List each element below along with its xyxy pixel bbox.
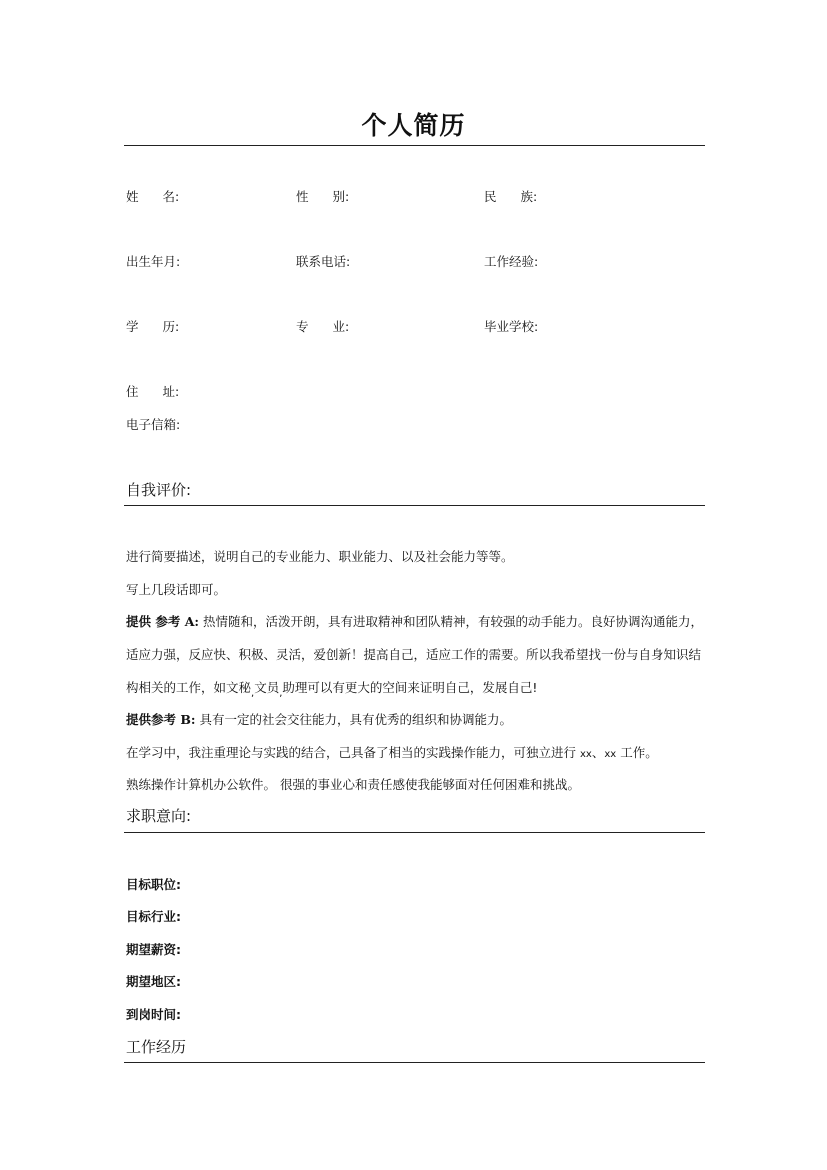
field-major-label-b: 业:	[332, 319, 350, 334]
reference-b-label: 提供参考 B:	[126, 712, 196, 727]
field-education	[126, 317, 179, 335]
expected-salary: 期望薪资:	[126, 942, 181, 957]
study-text-a: 在学习中，我注重理论与实践的结合，己具备了相当的实践操作能力，可独立进行	[126, 745, 577, 760]
field-address-label-a: 住	[126, 384, 139, 399]
field-address-label-b: 址:	[162, 384, 180, 399]
field-address	[126, 382, 179, 400]
self-evaluation-line-1: 进行简要描述，说明自己的专业能力、职业能力、以及社会能力等等。	[126, 549, 514, 564]
job-intention-divider	[124, 832, 705, 833]
work-history-divider	[124, 1062, 705, 1063]
field-education-label-a: 学	[126, 319, 139, 334]
arrival-time: 到岗时间:	[126, 1007, 181, 1022]
field-phone: 联系电话:	[296, 254, 351, 269]
reference-b-line	[126, 710, 512, 728]
field-name-label-a: 姓	[126, 189, 139, 204]
reference-a-text-3a: 构相关的工作，如文秘	[126, 680, 252, 695]
reference-a-text-3b: 文员	[254, 680, 280, 695]
target-position: 目标职位:	[126, 877, 181, 892]
field-ethnicity-label-b: 族:	[520, 189, 538, 204]
section-self-evaluation-heading: 自我评价:	[126, 481, 192, 499]
field-gender-label-b: 别:	[332, 189, 350, 204]
study-xx-1: xx	[580, 749, 592, 760]
comma-2: ,	[279, 688, 283, 699]
reference-a-text-1: 热情随和，活泼开朗，具有进取精神和团队精神，有较强的动手能力。良好协调沟通能力，	[203, 614, 704, 629]
self-evaluation-divider	[124, 505, 705, 506]
field-name	[126, 187, 179, 205]
field-experience: 工作经验:	[484, 254, 539, 269]
title-divider	[124, 145, 705, 146]
expected-region: 期望地区:	[126, 974, 181, 989]
comma-1: ,	[251, 688, 255, 699]
field-ethnicity-label-a: 民	[484, 189, 497, 204]
reference-a-line-3	[126, 678, 538, 699]
reference-a-line-2: 适应力强，反应快、积极、灵活，爱创新！提高自己，适应工作的需要。所以我希望找一份与自身知识结	[126, 647, 702, 662]
study-text-b: 工作。	[620, 745, 658, 760]
section-work-history-heading: 工作经历	[126, 1038, 187, 1056]
study-xx-2: xx	[604, 749, 617, 760]
office-skills-line: 熟练操作计算机办公软件。 很强的事业心和责任感使我能够面对任何困难和挑战。	[126, 777, 580, 792]
reference-a-text-3c: 助理可以有更大的空间来证明自己，发展自己!	[282, 680, 538, 695]
field-education-label-b: 历:	[162, 319, 180, 334]
field-major-label-a: 专	[296, 319, 309, 334]
field-school: 毕业学校:	[484, 319, 539, 334]
reference-b-text: 具有一定的社会交往能力，具有优秀的组织和协调能力。	[199, 712, 513, 727]
self-evaluation-line-2: 写上几段话即可。	[126, 582, 227, 597]
field-name-label-b: 名:	[162, 189, 180, 204]
field-email: 电子信箱:	[126, 417, 181, 432]
field-ethnicity	[484, 187, 537, 205]
page-title: 个人简历	[361, 111, 466, 140]
study-separator: 、	[591, 745, 605, 760]
field-birth: 出生年月:	[126, 254, 181, 269]
field-gender	[296, 187, 349, 205]
reference-a-label: 提供 参考 A:	[126, 614, 200, 629]
section-job-intention-heading: 求职意向:	[126, 807, 192, 825]
field-major	[296, 317, 349, 335]
study-line	[126, 743, 658, 761]
field-gender-label-a: 性	[296, 189, 309, 204]
reference-a-line-1	[126, 612, 703, 630]
target-industry: 目标行业:	[126, 909, 181, 924]
